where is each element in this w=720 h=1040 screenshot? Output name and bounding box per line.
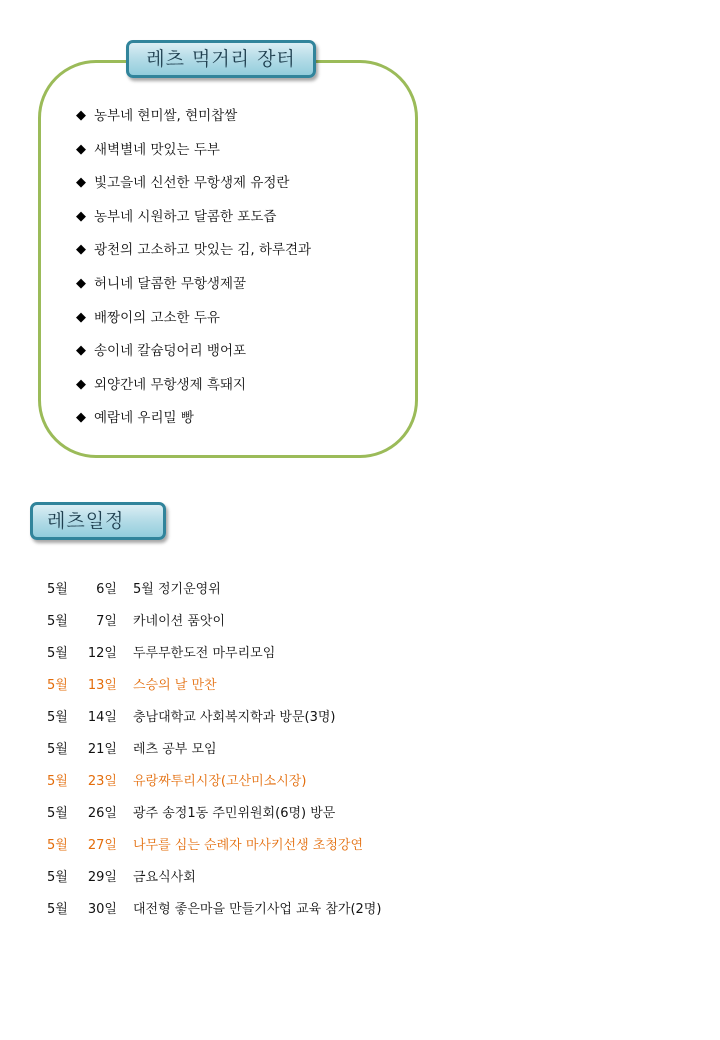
- market-item-label: 배짱이의 고소한 두유: [94, 309, 220, 326]
- schedule-row: [47, 802, 647, 834]
- schedule-title: 레츠일정: [30, 502, 166, 540]
- diamond-bullet-icon: ◆: [76, 141, 86, 157]
- diamond-bullet-icon: ◆: [76, 410, 86, 426]
- schedule-row: [47, 898, 647, 930]
- diamond-bullet-icon: ◆: [76, 376, 86, 392]
- schedule-list: [47, 578, 647, 930]
- schedule-event: 광주 송정1동 주민위원회(6명) 방문: [133, 806, 336, 821]
- schedule-event: 나무를 심는 순례자 마사키선생 초청강연: [133, 838, 364, 853]
- market-item: [76, 339, 311, 373]
- market-item: [76, 373, 311, 407]
- schedule-month: 5월: [47, 582, 68, 597]
- market-item: [76, 238, 311, 272]
- schedule-event: 유랑짜투리시장(고산미소시장): [133, 774, 307, 789]
- schedule-event: 충남대학교 사회복지학과 방문(3명): [133, 710, 336, 725]
- diamond-bullet-icon: ◆: [76, 242, 86, 258]
- schedule-day: 21일: [87, 742, 117, 757]
- schedule-day: 7일: [96, 614, 117, 629]
- market-list: [76, 104, 311, 440]
- diamond-bullet-icon: ◆: [76, 175, 86, 191]
- market-item-label: 농부네 현미쌀, 현미찹쌀: [94, 108, 238, 124]
- market-item: [76, 406, 311, 440]
- schedule-month: 5월: [47, 902, 68, 917]
- schedule-event: 5월 정기운영위: [133, 582, 221, 597]
- market-item-label: 예람네 우리밀 빵: [94, 410, 194, 427]
- schedule-day: 14일: [87, 710, 117, 725]
- diamond-bullet-icon: ◆: [76, 108, 86, 123]
- schedule-month: 5월: [47, 710, 68, 725]
- schedule-row: [47, 834, 647, 866]
- schedule-row: [47, 770, 647, 802]
- schedule-row: [47, 610, 647, 642]
- schedule-row: [47, 738, 647, 770]
- schedule-day: 23일: [87, 774, 117, 789]
- schedule-month: 5월: [47, 806, 68, 821]
- schedule-month: 5월: [47, 774, 68, 789]
- market-item-label: 허니네 달콤한 무항생제꿀: [94, 275, 247, 292]
- diamond-bullet-icon: ◆: [76, 275, 86, 291]
- schedule-row: [47, 578, 647, 610]
- schedule-row: [47, 866, 647, 898]
- schedule-month: 5월: [47, 870, 68, 885]
- diamond-bullet-icon: ◆: [76, 208, 86, 224]
- market-title: 레츠 먹거리 장터: [126, 40, 316, 78]
- schedule-event: 대전형 좋은마을 만들기사업 교육 참가(2명): [133, 902, 382, 917]
- market-item: [76, 306, 311, 340]
- market-item-label: 새벽별네 맛있는 두부: [94, 141, 220, 158]
- schedule-event: 레츠 공부 모임: [133, 742, 217, 757]
- schedule-row: [47, 674, 647, 706]
- schedule-month: 5월: [47, 646, 68, 661]
- market-item: [76, 138, 311, 172]
- market-item: [76, 205, 311, 239]
- schedule-month: 5월: [47, 614, 68, 629]
- market-item: [76, 104, 311, 138]
- diamond-bullet-icon: ◆: [76, 343, 86, 359]
- schedule-month: 5월: [47, 742, 68, 757]
- schedule-day: 12일: [87, 646, 117, 661]
- schedule-row: [47, 642, 647, 674]
- market-item: [76, 171, 311, 205]
- market-item: [76, 272, 311, 306]
- schedule-day: 6일: [96, 582, 117, 597]
- schedule-event: 두루무한도전 마무리모임: [133, 646, 276, 661]
- market-item-label: 농부네 시원하고 달콤한 포도즙: [94, 208, 277, 225]
- schedule-day: 30일: [87, 902, 117, 917]
- schedule-event: 스승의 날 만찬: [133, 678, 217, 693]
- market-item-label: 광천의 고소하고 맛있는 김, 하루견과: [94, 242, 312, 259]
- schedule-event: 금요식사회: [133, 870, 196, 885]
- market-item-label: 외양간네 무항생제 흑돼지: [94, 376, 247, 393]
- schedule-event: 카네이션 품앗이: [133, 614, 226, 629]
- schedule-day: 26일: [87, 806, 117, 821]
- market-item-label: 송이네 칼슘덩어리 뱅어포: [94, 343, 247, 360]
- market-item-label: 빛고을네 신선한 무항생제 유정란: [94, 175, 290, 192]
- schedule-day: 13일: [87, 678, 117, 693]
- schedule-month: 5월: [47, 678, 68, 693]
- schedule-day: 27일: [87, 838, 117, 853]
- schedule-row: [47, 706, 647, 738]
- schedule-month: 5월: [47, 838, 68, 853]
- schedule-day: 29일: [87, 870, 117, 885]
- diamond-bullet-icon: ◆: [76, 309, 86, 325]
